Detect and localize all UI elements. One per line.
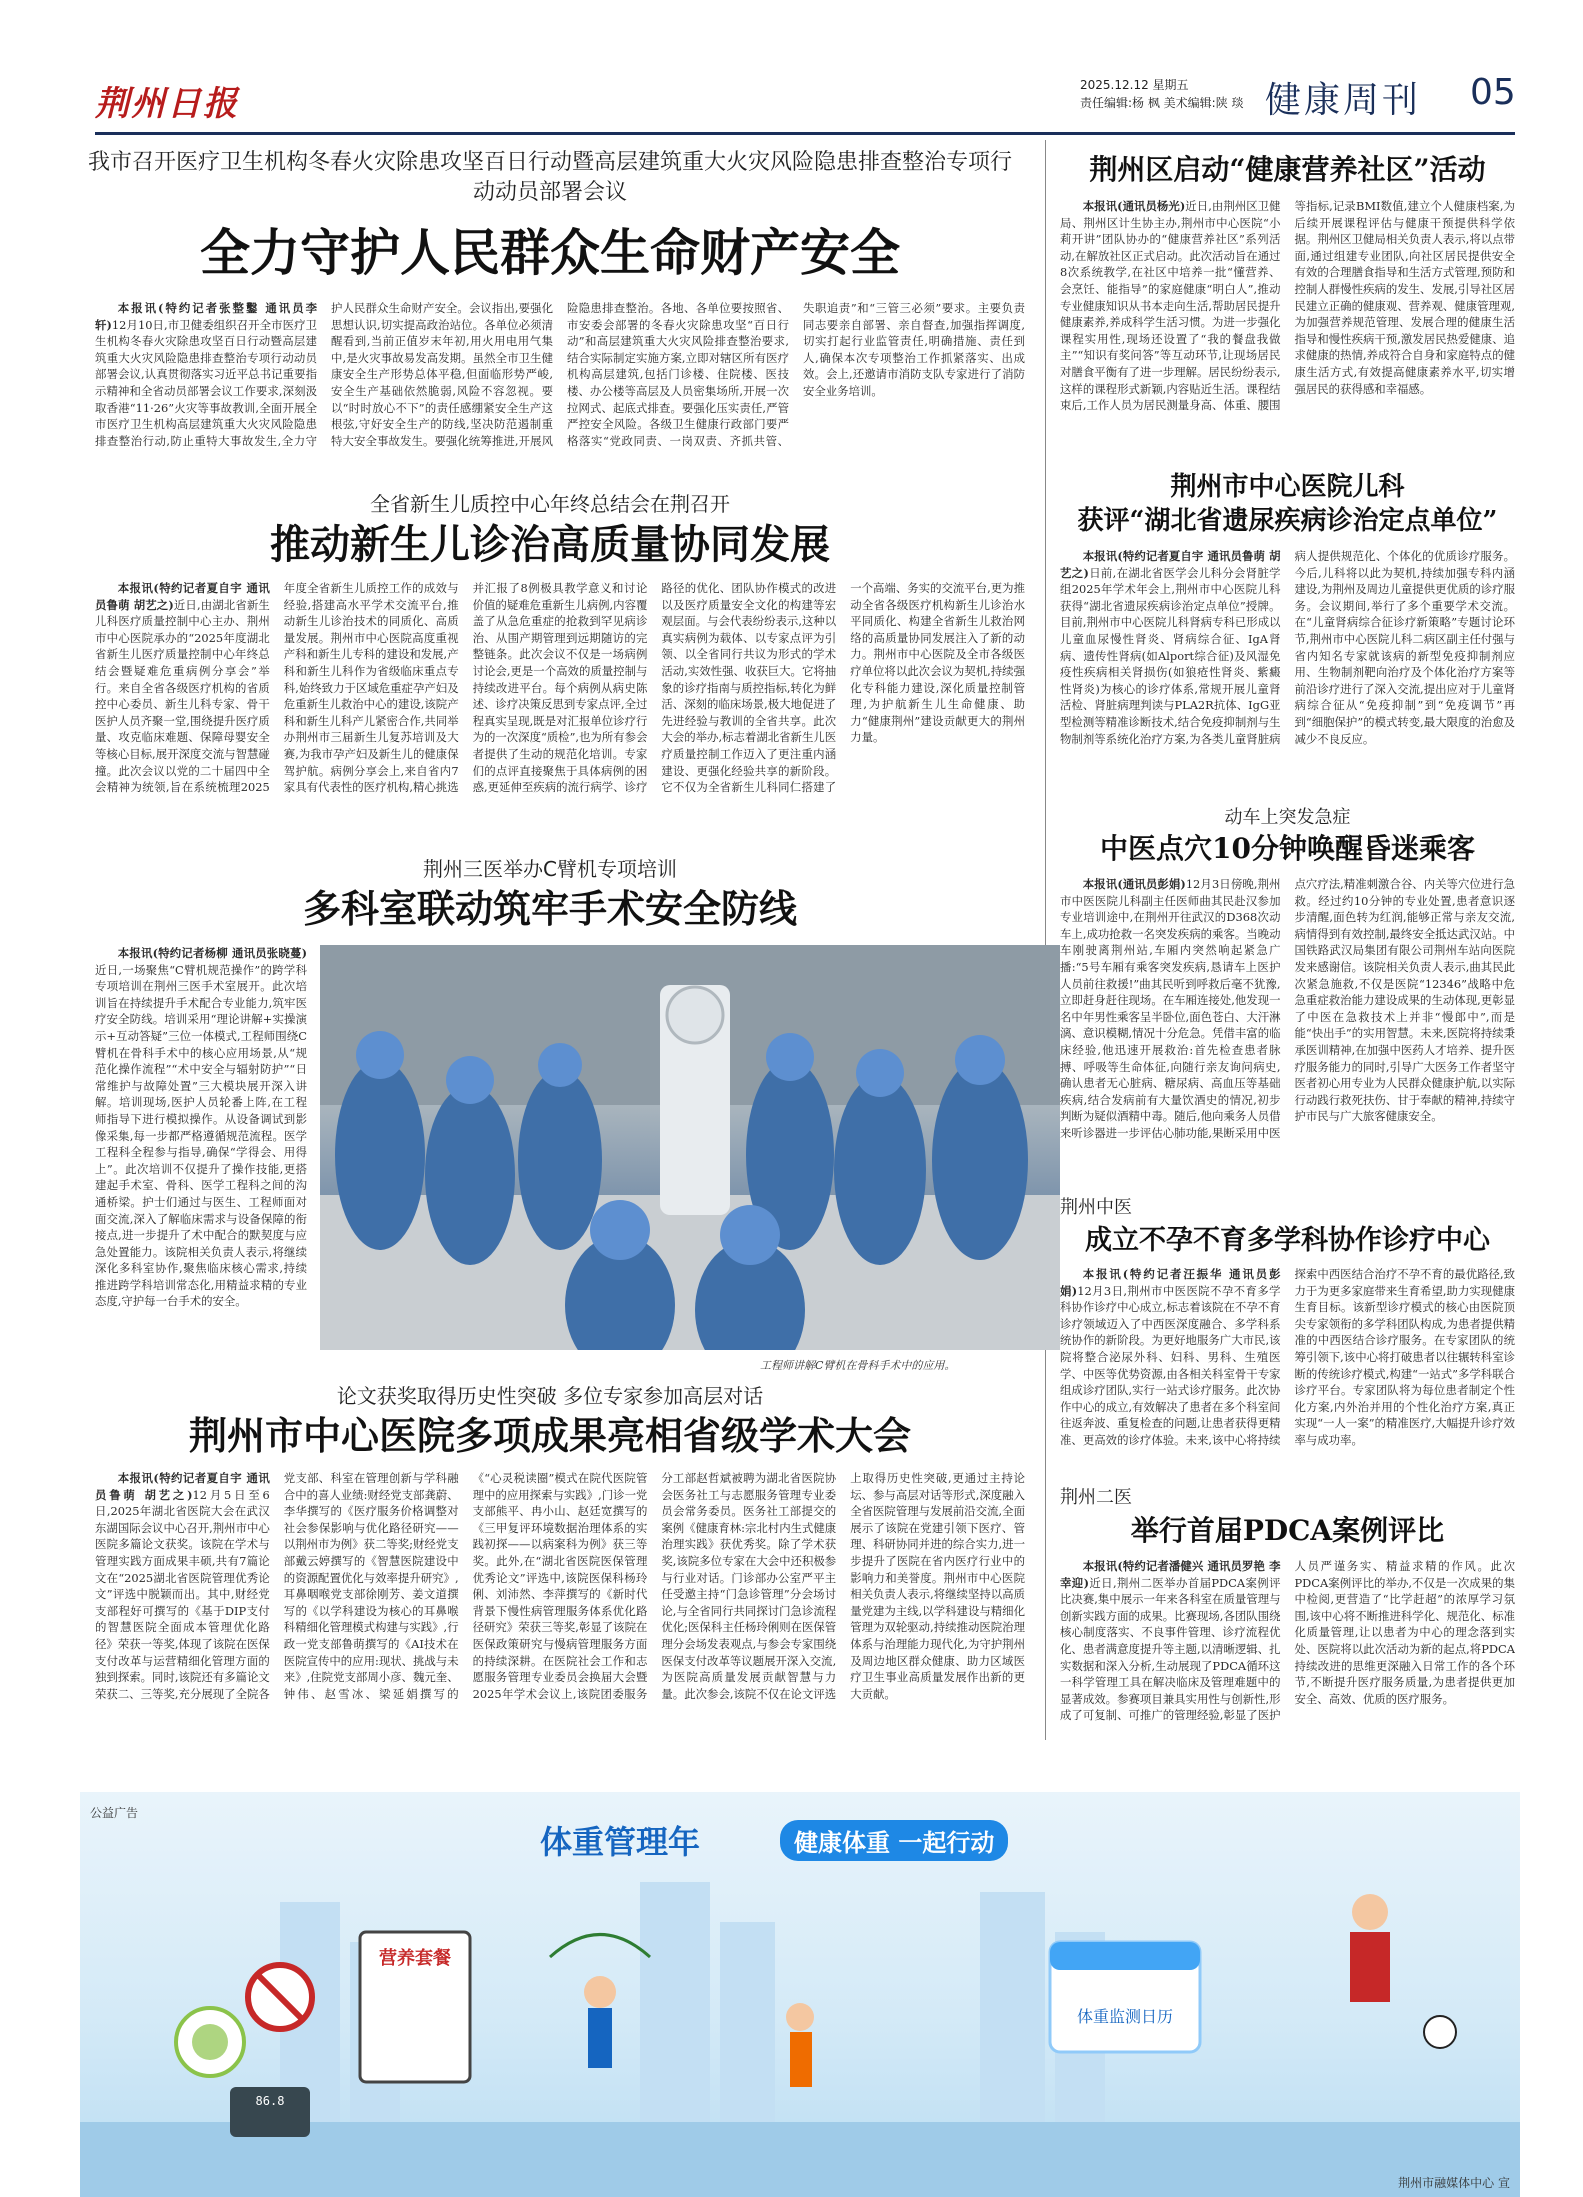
ad-title: 体重管理年 [540, 1823, 701, 1861]
right1-title: 荆州区启动“健康营养社区”活动 [1089, 153, 1486, 186]
article4-byline: 本报讯(特约记者夏自宇 通讯员鲁萌 胡艺之) [95, 1471, 270, 1502]
column-divider [1045, 140, 1046, 1740]
issue-date: 2025.12.12 星期五 [1080, 78, 1189, 92]
right3-byline: 本报讯(通讯员彭娟) [1082, 877, 1186, 891]
right1-text: 近日,由荆州区卫健局、荆州区计生协主办,荆州市中心医院“小莉开讲”团队协办的“健康营养社区”系列活动,在解放社区正式启动。此次活动旨在通过8次系统教学,在社区中培养一批“懂营养、会烹饪、能指导”的家庭健康“明白人”,推动专业健康知识从书本走向生活,帮助居民提升健康素养,养成科学生活习惯。为进一步强化课程实用性,现场还设置了“我的餐盘我做主”“知识有奖问答”等互动环节,让现场居民对膳食平衡有了进一步理解。居民纷纷表示,这样的课程形式新颖,内容贴近生活。课程结束后,工作人员为居民测量身高、体重、腰围等指标,记录BMI数值,建立个人健康档案,为后续开展课程评估与健康干预提供科学依据。荆州区卫健局相关负责人表示,将以点带面,通过组建专业团队,向社区居民提供安全有效的合理膳食指导和生活方式管理,预防和控制人群慢性疾病的发生、发展,引导社区居民建立正确的健康观、营养观、健康管理观,为加强营养规范管理、发展合理的健康生活指导和慢性疾病干预,激发居民热爱健康、追求健康的热情,养成符合自身和家庭特点的健康生活方式,有效提高健康素养水平,切实增强居民的获得感和幸福感。 [1060, 199, 1515, 413]
article1-title: 全力守护人民群众生命财产安全 [200, 223, 900, 282]
newspaper-logo: 荆州日报 [95, 84, 239, 124]
article1-text: 12月10日,市卫健委组织召开全市医疗卫生机构冬春火灾除患攻坚百日行动暨高层建筑重大火灾风险隐患排查整治专项行动动员部署会议,认真贯彻落实习近平总书记重要指示精神和全省动员部署会议工作要求,深刻汲取香港“11·26”火灾等事故教训,全面开展全市医疗卫生机构高层建筑重大火灾风险隐患排查整治行动,防止重特大事故发生,全力守护人民群众生命财产安全。会议指出,要强化思想认识,切实提高政治站位。各单位必须清醒看到,当前正值岁末年初,用火用电用气集中,是火灾事故易发高发期。虽然全市卫生健康安全生产形势总体平稳,但面临形势严峻,安全生产基础依然脆弱,风险不容忽视。要以“时时放心不下”的责任感绷紧安全生产这根弦,守好安全生产的防线,坚决防范遏制重特大安全事故发生。要强化统筹推进,开展风险隐患排查整治。各地、各单位要按照省、市安委会部署的冬春火灾除患攻坚“百日行动”和高层建筑重大火灾风险排查整治要求,结合实际制定实施方案,立即对辖区所有医疗机构高层建筑,包括门诊楼、住院楼、医技楼、办公楼等高层及人员密集场所,开展一次拉网式、起底式排查。要强化压实责任,严管严控安全风险。各级卫生健康行政部门要严格落实“党政同责、一岗双责、齐抓共管、失职追责”和“三管三必须”要求。主要负责同志要亲自部署、亲自督查,加强指挥调度,切实打起行业监管责任,明确措施、责任到人,确保本次专项整治工作抓紧落实、出成效。会上,还邀请市消防支队专家进行了消防安全业务培训。 [95, 301, 1025, 448]
article3-text: 近日,一场聚焦“C臂机规范操作”的跨学科专项培训在荆州三医手术室展开。此次培训旨在持续提升手术配合专业能力,筑牢医疗安全防线。培训采用“理论讲解+实操演示+互动答疑”三位一体模式,工程师围绕C臂机在骨科手术中的核心应用场景,从“规范化操作流程”“术中安全与辐射防护”“日常维护与故障处置”三大模块展开深入讲解。培训现场,医护人员轮番上阵,在工程师指导下进行模拟操作。从设备调试到影像采集,每一步都严格遵循规范流程。医学工程科全程参与指导,确保“学得会、用得上”。此次培训不仅提升了操作技能,更搭建起手术室、骨科、医学工程科之间的沟通桥梁。护士们通过与医生、工程师面对面交流,深入了解临床需求与设备保障的衔接点,进一步提升了术中配合的默契度与应急处置能力。该院相关负责人表示,将继续深化多科室协作,聚焦临床核心需求,持续推进跨学科培训常态化,用精益求精的专业态度,守护每一台手术的安全。 [95, 962, 307, 1309]
right5-body [1060, 1558, 1515, 1758]
photo-caption: 工程师讲解C臂机在骨科手术中的应用。 [760, 1359, 956, 1372]
editors-line: 责任编辑:杨 枫 美术编辑:陕 琰 [1080, 96, 1244, 110]
ad-slogan: 健康体重 一起行动 [780, 1820, 1008, 1861]
article2-text: 近日,由湖北省新生儿科医疗质量控制中心主办、荆州市中心医院承办的“2025年度湖北省新生儿医疗质量控制中心年终总结会暨疑难危重病例分享会”举行。来自全省各级医疗机构的省质控中心委员、新生儿科专家、骨干医护人员齐聚一堂,围绕提升医疗质量、攻克临床难题、保障母婴安全等核心目标,展开深度交流与智慧碰撞。此次会议以党的二十届四中全会精神为统领,旨在系统梳理2025年度全省新生儿质控工作的成效与经验,搭建高水平学术交流平台,推动新生儿诊治技术的同质化、高质量发展。荆州市中心医院高度重视产科和新生儿专科的建设和发展,产科和新生儿科作为省级临床重点专科,始终致力于区域危重症孕产妇及危重新生儿救治中心的建设,该院产科和新生儿科产儿紧密合作,共同举办荆州市三届新生儿复苏培训及大赛,为我市孕产妇及新生儿的健康保驾护航。病例分享会上,来自省内7家具有代表性的医疗机构,精心挑选并汇报了8例极具教学意义和讨论价值的疑难危重新生儿病例,内容覆盖了从急危重症的抢救到罕见病诊治、从围产期管理到远期随访的完整链条。此次会议不仅是一场病例讨论会,更是一个高效的质量控制与持续改进平台。每个病例从病史陈述、诊疗决策反思到专家点评,全过程真实呈现,既是对汇报单位诊疗行为的一次深度“质检”,也为所有参会者提供了生动的规范化培训。专家们的点评直接聚焦于具体病例的困惑,更延伸至疾病的流行病学、诊疗路径的优化、团队协作模式的改进以及医疗质量安全文化的构建等宏观层面。与会代表纷纷表示,这种以真实病例为载体、以专家点评为引领、以全省同行共议为形式的学术活动,实效性强、收获巨大。它将抽象的诊疗指南与质控指标,转化为鲜活、深刻的临床场景,极大地促进了先进经验与教训的全省共享。此次大会的举办,标志着湖北省新生儿医疗质量控制工作迈入了更注重内涵建设、更强化经验共享的新阶段。它不仅为全省新生儿科同仁搭建了一个高端、务实的交流平台,更为推动全省各级医疗机构新生儿诊治水平同质化、构建全省新生儿救治网络的高质量协同发展注入了新的动力。荆州市中心医院及全市各级医疗单位将以此次会议为契机,持续强化专科能力建设,深化质量控制管理,为护航新生儿生命健康、助力“健康荆州”建设贡献更大的荆州力量。 [95, 581, 1025, 795]
right5-text: 近日,荆州二医举办首届PDCA案例评比决赛,集中展示一年来各科室在质量管理与创新实践方面的成果。比赛现场,各团队围绕核心制度落实、不良事件管理、诊疗流程优化、患者满意度提升等主题,以清晰逻辑、扎实数据和深入分析,生动展现了PDCA循环这一科学管理工具在解决临床及管理难题中的显著成效。参赛项目兼具实用性与创新性,形成了可复制、可推广的管理经验,彰显了医护人员严谨务实、精益求精的作风。此次PDCA案例评比的举办,不仅是一次成果的集中检阅,更营造了“比学赶超”的浓厚学习氛围,该中心将不断推进科学化、规范化、标准化质量管理,让以患者为中心的理念落到实处、医院将以此次活动为新的起点,将PDCA持续改进的思维更深融入日常工作的各个环节,不断提升医疗服务质量,为患者提供更加安全、高效、优质的医疗服务。 [1060, 1559, 1515, 1723]
right2-title-line1: 荆州市中心医院儿科 [1170, 472, 1405, 502]
operating-room-scene [320, 945, 1060, 1350]
article2-body [95, 580, 1025, 850]
masthead [95, 70, 1515, 130]
training-photo [320, 945, 1060, 1350]
article4-title: 荆州市中心医院多项成果亮相省级学术大会 [188, 1413, 911, 1458]
article4-body [95, 1470, 1025, 1760]
soccer-player-icon [1352, 1894, 1388, 1930]
article2-title: 推动新生儿诊治高质量协同发展 [270, 521, 830, 568]
ad-credit: 荆州市融媒体中心 宣 [1398, 2176, 1510, 2190]
article1-kicker: 我市召开医疗卫生机构冬春火灾除患攻坚百日行动暨高层建筑重大火灾风险隐患排查整治专项行动动员部署会议 [87, 150, 1012, 205]
article3-kicker: 荆州三医举办C臂机专项培训 [423, 857, 677, 881]
right2-title-line2: 获评“湖北省遗尿疾病诊治定点单位” [1077, 506, 1498, 536]
article3-title: 多科室联动筑牢手术安全防线 [302, 886, 797, 931]
right3-text: 12月3日傍晚,荆州市中医医院儿科副主任医师曲其民赴汉参加专业培训途中,在荆州开往武汉的D368次动车上,成功抢救一名突发疾病的乘客。当晚动车刚驶离荆州站,车厢内突然响起紧急广播:“5号车厢有乘客突发疾病,恳请车上医护人员前往救援!”曲其民听到呼救后毫不犹豫,立即赶身赶往现场。在车厢连接处,他发现一名中年男性乘客呈半卧位,面色苍白、大汗淋漓、意识模糊,情况十分危急。凭借丰富的临床经验,他迅速开展救治:首先检查患者脉搏、呼吸等生命体征,向随行亲友询问病史,确认患者无心脏病、糖尿病、高血压等基础疾病,结合发病前有大量饮酒史的情况,初步判断为疑似酒精中毒。随后,他向乘务人员借来听诊器进一步评估心肺功能,果断采用中医点穴疗法,精准刺激合谷、内关等穴位进行急救。经过约10分钟的专业处置,患者意识逐步清醒,面色转为红润,能够正常与亲友交流,病情得到有效控制,最终安全抵达武汉站。中国铁路武汉局集团有限公司荆州车站向医院发来感谢信。该院相关负责人表示,曲其民此次紧急施救,不仅是医院“12346”战略中危急重症救治能力建设成果的生动体现,更彰显了中医在急救技术上并非“慢郎中”,而是能“快出手”的实用智慧。未来,医院将持续秉承医训精神,在加强中医药人才培养、提升医疗服务能力的同时,引导广大医务工作者坚守医者初心用专业为人民群众健康护航,以实际行动践行救死扶伤、甘于奉献的精神,持续守护市民与广大旅客健康安全。 [1060, 877, 1515, 1140]
right2-byline: 本报讯(特约记者夏自宇 通讯员鲁萌 胡艺之) [1060, 549, 1281, 580]
page-number: 05 [1470, 72, 1516, 113]
right4-text: 12月3日,荆州市中医医院不孕不育多学科协作诊疗中心成立,标志着该院在不孕不育诊疗领域迈入了中西医深度融合、多学科系统协作的新阶段。为更好地服务广大市民,该院将整合泌尿外科、妇科、男科、生殖医学、中医等优势资源,由各相关科室骨干专家组成诊疗团队,实行一站式诊疗服务。此次协作中心的成立,有效解决了患者在多个科室间往返奔波、重复检查的问题,让患者获得更精准、更高效的诊疗体验。未来,该中心将持续探索中西医结合治疗不孕不育的最优路径,致力于为更多家庭带来生育希望,助力实现健康生育目标。该新型诊疗模式的核心由医院顶尖专家领衔的多学科团队构成,为患者提供精准的中西医结合诊疗服务。在专家团队的统筹引领下,该中心将打破患者以往辗转科室诊断的传统诊疗模式,构建“一站式”多学科联合诊疗平台。专家团队将为每位患者制定个性化方案,内外治并用的个性化治疗方案,真正实现“一人一案”的精准医疗,大幅提升诊疗效率与成功率。 [1060, 1267, 1515, 1447]
right5-title: 举行首届PDCA案例评比 [1130, 1514, 1445, 1547]
soccer-ball-icon [1424, 2016, 1456, 2048]
right4-title: 成立不孕不育多学科协作诊疗中心 [1085, 1225, 1490, 1256]
scale-reading: 86.8 [255, 2094, 285, 2108]
article1-byline: 本报讯(特约记者张整鑿 通讯员李轩) [95, 301, 317, 332]
right1-body [1060, 198, 1515, 470]
right4-kicker: 荆州中医 [1060, 1197, 1132, 1218]
right2-text: 日前,在湖北省医学会儿科分会肾脏学组2025年学术年会上,荆州市中心医院儿科获得“湖北省遗尿疾病诊治定点单位”授牌。目前,荆州市中心医院儿科肾病专科已形成以儿童血尿慢性肾炎、肾病综合征、IgA肾病、遗传性肾病(如Alport综合征)及风湿免疫性疾病相关肾损伤(如狼疮性肾炎、紫癜性肾炎)为核心的诊疗体系,常规开展儿童肾活检、肾脏病理判读与PLA2R抗体、IgG亚型检测等精准诊断技术,结合免疫抑制剂与生物制剂等系统化治疗方案,为各类儿童肾脏病病人提供规范化、个体化的优质诊疗服务。今后,儿科将以此为契机,持续加强专科内涵建设,为荆州及周边儿童提供更优质的诊疗服务。会议期间,举行了多个重要学术交流。在“儿童肾病综合征诊疗新策略”专题讨论环节,荆州市中心医院儿科二病区副主任付强与省内知名专家就该病的新型免疫抑制剂应用、生物制剂靶向治疗及个体化治疗方案等前沿诊疗进行了深入交流,提出应对于儿童肾病综合征从“免疫抑制”到“免疫调节”再到“细胞保护”的模式转变,最大限度的治愈及减少不良反应。 [1060, 549, 1515, 746]
section-title: 健康周刊 [1265, 80, 1422, 121]
jogger-icon [786, 2003, 814, 2031]
right5-kicker: 荆州二医 [1060, 1487, 1132, 1508]
right1-byline: 本报讯(通讯员杨光) [1082, 199, 1186, 213]
right4-byline: 本报讯(特约记者汪振华 通讯员彭娟) [1060, 1267, 1281, 1298]
article2-byline: 本报讯(特约记者夏自宇 通讯员鲁萌 胡艺之) [95, 581, 270, 612]
masthead-rule [95, 132, 1515, 135]
right3-title: 中医点穴10分钟唤醒昏迷乘客 [1100, 832, 1475, 865]
ad-illustration [80, 1792, 1520, 2197]
article3-byline: 本报讯(特约记者杨柳 通讯员张晓蔓) [117, 946, 307, 960]
right3-kicker: 动车上突发急症 [1224, 807, 1351, 828]
article1-body [95, 300, 1025, 495]
calendar-text: 体重监测日历 [1076, 2007, 1174, 2026]
jump-rope-person-icon [584, 1976, 616, 2008]
ad-label: 公益广告 [90, 1806, 139, 1820]
right5-byline: 本报讯(特约记者潘健兴 通讯员罗艳 李幸迎) [1060, 1559, 1281, 1590]
right3-body [1060, 876, 1515, 1176]
article4-text: 12月5日至6日,2025年湖北省医院大会在武汉东湖国际会议中心召开,荆州市中心医院多篇论文获奖。该院在学术与管理实践方面成果丰硕,共有7篇论文在“2025湖北省医院管理优秀论文”评选中脱颖而出。其中,财经党支部程好可撰写的《基于DIP支付的智慧医院全面成本管理优化路径》荣获一等奖,体现了该院在医保支付改革与运营精细化管理方面的独到探索。同时,该院还有多篇论文荣获二、三等奖,充分展现了全院各党支部、科室在管理创新与学科融合中的喜人业绩:财经党支部龚蔚、李华撰写的《医疗服务价格调整对社会参保影响与优化路径研究——以荆州市为例》获二等奖;财经党支部戴云婷撰写的《智慧医院建设中的资源配置优化与效率提升研究》,耳鼻咽喉党支部徐刚芳、姜文道撰写的《以学科建设为核心的耳鼻喉科精细化管理模式构建与实践》,行政一党支部鲁萌撰写的《AI技术在医院宣传中的应用:现状、挑战与未来》,住院党支部周小彦、魏元奎、钟伟、赵雪冰、梁延娟撰写的《“心灵税读圈”模式在院代医院管理中的应用探索与实践》,门诊一党支部熊平、冉小山、赵廷宽撰写的《三甲复评环境数据治理体系的实践初探——以病案科为例》获三等奖。此外,在“湖北省医院医保管理优秀论文”评选中,该院医保科杨玲俐、刘沛然、李萍撰写的《新时代背景下慢性病管理服务体系优化路径研究》荣获三等奖,彰显了该院在医保政策研究与慢病管理服务方面的持续深耕。在医院社会工作和志愿服务管理专业委员会换届大会暨2025年学术会议上,该院团委服务分工部赵哲斌被聘为湖北省医院协会医务社工与志愿服务管理专业委员会常务委员。医务社工部提交的案例《健康育林:宗北村内生式健康治理实践》获优秀奖。除了学术获奖,该院多位专家在大会中还积极参与行业对话。门诊部办公室严平主任受邀主持“门急诊管理”分会场讨论,与全省同行共同探讨门急诊流程优化;医保科主任杨玲俐则在医保管理分会场发表观点,与参会专家围绕医保支付改革等议题展开深入交流,为医院高质量发展贡献智慧与力量。此次参会,该院不仅在论文评选上取得历史性突破,更通过主持论坛、参与高层对话等形式,深度融入全省医院管理与发展前沿交流,全面展示了该院在党建引领下医疗、管理、科研协同并进的综合实力,进一步提升了医院在省内医疗行业中的影响力和美誉度。荆州市中心医院相关负责人表示,将继续坚持以高质量党建为主线,以学科建设与精细化管理为双轮驱动,持续推动医院治理体系与治理能力现代化,为守护荆州及周边地区群众健康、助力区域医疗卫生事业高质量发展作出新的更大贡献。 [95, 1471, 1025, 1701]
article4-kicker: 论文获奖取得历史性突破 多位专家参加高层对话 [336, 1384, 764, 1408]
article3-body [95, 945, 307, 1365]
article2-kicker: 全省新生儿质控中心年终总结会在荆召开 [370, 492, 730, 516]
public-service-ad [80, 1792, 1520, 2197]
right4-body [1060, 1266, 1515, 1466]
menu-board-text: 营养套餐 [379, 1948, 451, 1969]
right2-body [1060, 548, 1515, 800]
